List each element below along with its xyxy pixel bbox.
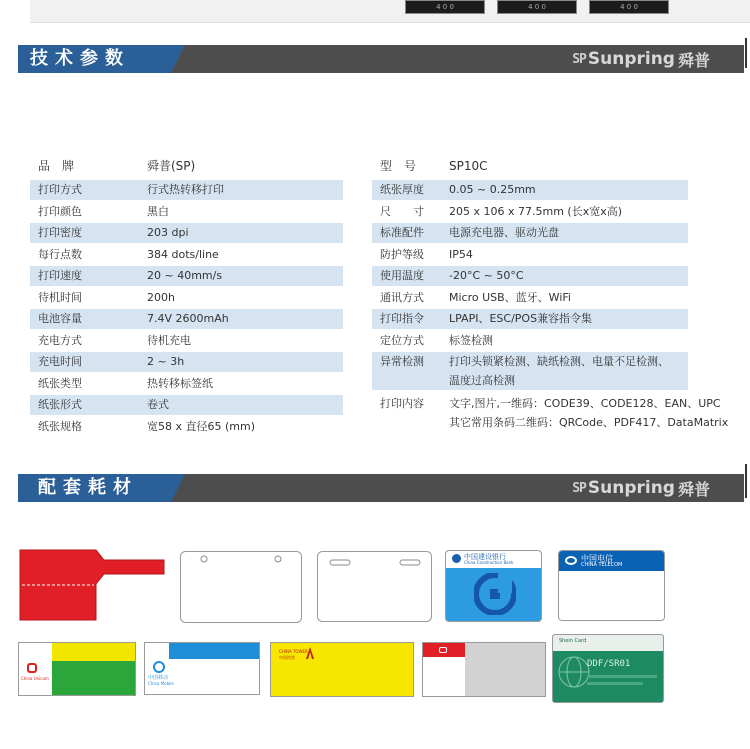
logo-cn: 舜普 bbox=[677, 50, 710, 70]
row-value: 行式热转移打印 bbox=[147, 183, 224, 196]
unicom-en: China Unicom bbox=[21, 676, 49, 681]
telecom-card bbox=[558, 550, 665, 621]
section-header-consumables bbox=[18, 474, 744, 502]
header-label: 品 牌 bbox=[38, 159, 75, 173]
row-value: 电源充电器、驱动光盘 bbox=[449, 226, 559, 239]
row-label: 纸张规格 bbox=[38, 419, 82, 433]
bank-en: China Construction Bank bbox=[464, 560, 514, 565]
unicom-card bbox=[18, 642, 136, 696]
telecom-cn: 中国电信 bbox=[581, 554, 613, 563]
table-row bbox=[372, 394, 729, 432]
table-row bbox=[30, 223, 343, 243]
row-value: LPAPI、ESC/POS兼容指令集 bbox=[449, 312, 593, 325]
green-card bbox=[552, 634, 664, 703]
brand-logo bbox=[572, 476, 710, 500]
row-label: 纸张类型 bbox=[38, 376, 82, 390]
table-row bbox=[372, 245, 688, 265]
header-value: 舜普(SP) bbox=[147, 159, 196, 173]
row-label: 充电时间 bbox=[38, 355, 82, 368]
row-value: 7.4V 2600mAh bbox=[147, 312, 229, 325]
row-value-line2: 温度过高检测 bbox=[449, 374, 515, 387]
row-label: 防护等级 bbox=[380, 247, 424, 261]
table-row bbox=[30, 245, 343, 265]
logo-mark-icon: SP bbox=[572, 480, 586, 496]
header-value: SP10C bbox=[449, 159, 488, 173]
row-value: 待机充电 bbox=[147, 333, 191, 347]
tower-card bbox=[270, 642, 414, 697]
table-row bbox=[30, 417, 343, 437]
green-card-code: DDF/SR01 bbox=[587, 659, 631, 669]
red-tab-icon bbox=[439, 647, 447, 653]
row-label: 打印方式 bbox=[38, 183, 82, 196]
bank-logo-icon bbox=[474, 573, 516, 615]
row-value: 0.05 ~ 0.25mm bbox=[449, 183, 536, 196]
row-value: 热转移标签纸 bbox=[147, 376, 213, 390]
section-header-specs bbox=[18, 45, 744, 73]
bank-card bbox=[445, 550, 542, 622]
row-value: Micro USB、蓝牙、WiFi bbox=[449, 290, 571, 304]
table-row bbox=[30, 266, 343, 286]
row-label: 充电方式 bbox=[38, 333, 82, 347]
table-row bbox=[30, 309, 343, 329]
row-value: 200h bbox=[147, 290, 175, 304]
telecom-en: CHINA TELECOM bbox=[581, 562, 623, 568]
mobile-logo-icon bbox=[153, 661, 165, 673]
edge-mark bbox=[745, 38, 747, 68]
row-label: 定位方式 bbox=[380, 333, 424, 347]
row-value: 2 ~ 3h bbox=[147, 355, 185, 368]
table-row bbox=[372, 309, 688, 329]
row-label: 纸张形式 bbox=[38, 398, 82, 411]
table-row bbox=[30, 352, 343, 372]
row-label: 打印指令 bbox=[380, 312, 424, 325]
red-gray-card bbox=[422, 642, 546, 697]
row-label: 打印颜色 bbox=[38, 204, 82, 218]
globe-icon bbox=[557, 655, 591, 689]
row-label: 异常检测 bbox=[380, 355, 424, 368]
section-title: 技术参数 bbox=[30, 48, 130, 69]
table-row bbox=[30, 180, 343, 200]
row-label: 通讯方式 bbox=[380, 290, 424, 304]
unicom-logo-icon bbox=[27, 663, 37, 673]
mobile-en: China Mobile bbox=[148, 681, 174, 686]
row-label: 待机时间 bbox=[38, 290, 82, 304]
row-label: 电池容量 bbox=[38, 312, 82, 325]
row-value: 203 dpi bbox=[147, 226, 189, 239]
header-label: 型 号 bbox=[380, 159, 417, 173]
green-card-top: Shein Card bbox=[559, 638, 587, 644]
row-label: 尺 寸 bbox=[380, 204, 424, 218]
row-value: IP54 bbox=[449, 247, 473, 261]
logo-mark-icon: SP bbox=[572, 51, 586, 67]
row-value: 384 dots/line bbox=[147, 247, 219, 261]
table-header bbox=[30, 156, 343, 176]
device-key: 4 0 0 bbox=[405, 0, 485, 14]
row-label: 打印密度 bbox=[38, 226, 82, 239]
row-value: 标签检测 bbox=[449, 333, 493, 347]
mobile-card bbox=[144, 642, 260, 695]
table-row bbox=[30, 331, 343, 351]
brand-logo bbox=[572, 47, 710, 71]
row-value: 205 x 106 x 77.5mm (长x宽x高) bbox=[449, 204, 623, 218]
edge-mark bbox=[745, 464, 747, 498]
table-row bbox=[372, 180, 688, 200]
logo-word: Sunpring bbox=[587, 478, 675, 498]
tower-logo-icon bbox=[305, 647, 315, 659]
bank-name: 中国建设银行 bbox=[464, 553, 506, 561]
table-row bbox=[372, 266, 688, 286]
table-header bbox=[372, 156, 688, 176]
telecom-logo-icon bbox=[565, 556, 577, 565]
table-row bbox=[30, 288, 343, 308]
logo-word: Sunpring bbox=[587, 49, 675, 69]
table-row bbox=[372, 223, 688, 243]
row-label: 打印速度 bbox=[38, 269, 82, 282]
red-cable-tag bbox=[18, 548, 166, 622]
table-row bbox=[372, 331, 688, 351]
table-row bbox=[30, 374, 343, 394]
white-slot-card bbox=[317, 551, 432, 622]
row-value: 卷式 bbox=[147, 398, 169, 411]
mobile-cn: 中国移动 bbox=[148, 675, 169, 681]
row-label: 每行点数 bbox=[38, 247, 82, 261]
white-label-card bbox=[180, 551, 302, 623]
row-value: 宽58 x 直径65 (mm) bbox=[147, 419, 256, 433]
row-value-line2: 其它常用条码二维码：QRCode、PDF417、DataMatrix bbox=[449, 416, 729, 429]
table-row bbox=[372, 288, 688, 308]
row-value: -20°C ~ 50°C bbox=[449, 269, 524, 282]
logo-cn: 舜普 bbox=[677, 479, 710, 499]
row-label: 纸张厚度 bbox=[380, 183, 424, 196]
section-title: 配套耗材 bbox=[38, 477, 138, 498]
table-row bbox=[30, 202, 343, 222]
table-row bbox=[372, 202, 688, 222]
row-label: 使用温度 bbox=[380, 269, 424, 282]
table-row bbox=[372, 352, 688, 390]
table-row bbox=[30, 395, 343, 415]
row-value: 文字,图片,一维码：CODE39、CODE128、EAN、UPC bbox=[449, 397, 721, 410]
row-value: 20 ~ 40mm/s bbox=[147, 269, 223, 282]
tower-cn: 中国铁塔 bbox=[279, 655, 295, 660]
device-key: 4 0 0 bbox=[497, 0, 577, 14]
row-label: 标准配件 bbox=[380, 226, 424, 239]
row-value: 打印头锁紧检测、缺纸检测、电量不足检测、 bbox=[449, 355, 669, 368]
device-key: 4 0 0 bbox=[589, 0, 669, 14]
row-label: 打印内容 bbox=[380, 397, 424, 410]
tower-en: CHINA TOWER bbox=[279, 649, 308, 654]
row-value: 黑白 bbox=[147, 204, 169, 218]
